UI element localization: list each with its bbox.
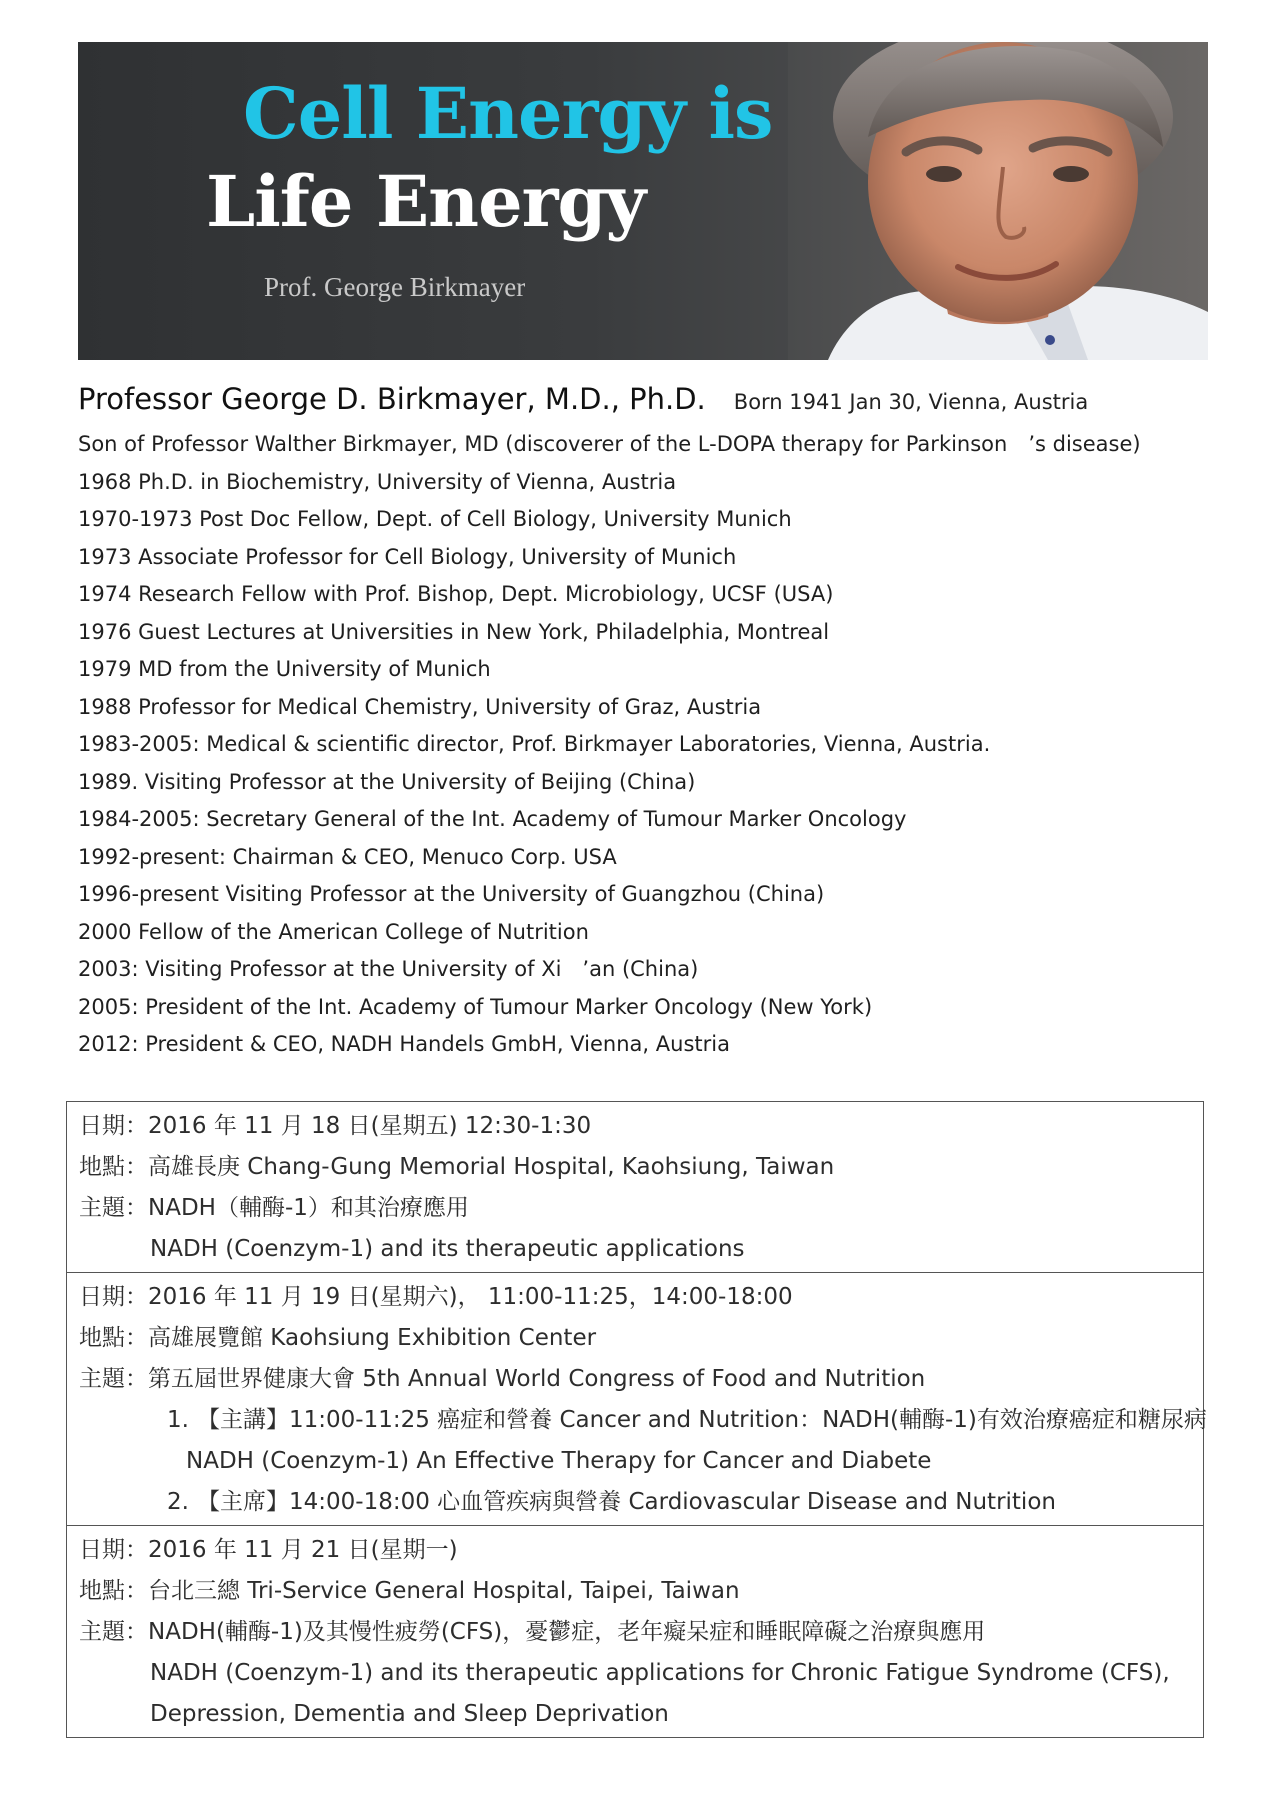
schedule-place: 地點：台北三總 Tri-Service General Hospital, Taipei, Taiwan — [79, 1578, 740, 1604]
career-item: 1992-present: Chairman & CEO, Menuco Corp. USA — [78, 844, 617, 869]
career-item: 2005: President of the Int. Academy of Tumour Marker Oncology (New York) — [78, 994, 873, 1019]
schedule-block-nov19 — [67, 1273, 1207, 1526]
schedule-topic: 主題：NADH（輔酶-1）和其治療應用 — [79, 1195, 469, 1221]
career-item: 1989. Visiting Professor at the University of Beijing (China) — [78, 769, 696, 794]
schedule-place: 地點：高雄展覽館 Kaohsiung Exhibition Center — [79, 1325, 597, 1351]
header-banner — [78, 42, 1208, 360]
career-list — [78, 426, 1218, 1064]
career-item: 1984-2005: Secretary General of the Int. Academy of Tumour Marker Oncology — [78, 807, 907, 831]
schedule-block-nov18 — [67, 1102, 1203, 1273]
banner-title-line2: Life Energy — [206, 160, 646, 243]
session-title-en: NADH (Coenzym-1) An Effective Therapy for Cancer and Diabete — [186, 1448, 932, 1474]
schedule-topic: 主題：第五屆世界健康大會 5th Annual World Congress of Food and Nutrition — [79, 1366, 926, 1392]
career-item: 1996-present Visiting Professor at the University of Guangzhou (China) — [78, 882, 825, 906]
professor-name: Professor George D. Birkmayer, M.D., Ph.D. — [78, 382, 706, 416]
career-item: 1968 Ph.D. in Biochemistry, University of Vienna, Austria — [78, 469, 677, 494]
session-item — [79, 1482, 1203, 1523]
career-item: 1974 Research Fellow with Prof. Bishop, Dept. Microbiology, UCSF (USA) — [78, 582, 834, 606]
schedule-place: 地點：高雄長庚 Chang-Gung Memorial Hospital, Kaohsiung, Taiwan — [79, 1154, 835, 1180]
banner-subtitle: Prof. George Birkmayer — [264, 272, 526, 302]
schedule-block-nov21 — [67, 1526, 1203, 1737]
schedule-date: 日期：2016 年 11 月 18 日(星期五) 12:30-1:30 — [79, 1113, 592, 1139]
portrait-photo — [788, 42, 1208, 360]
session-title: 【主席】14:00-18:00 心血管疾病與營養 Cardiovascular Disease and Nutrition — [197, 1489, 1056, 1515]
career-item: 2012: President & CEO, NADH Handels GmbH, Vienna, Austria — [78, 1032, 730, 1056]
birth-info: Born 1941 Jan 30, Vienna, Austria — [733, 390, 1089, 414]
career-item: 1983-2005: Medical & scientific director, Prof. Birkmayer Laboratories, Vienna, Austria. — [78, 732, 991, 756]
schedule-date: 日期：2016 年 11 月 19 日(星期六)， 11:00-11:25，14:00-18:00 — [79, 1284, 793, 1310]
schedule-topic-en: NADH (Coenzym-1) and its therapeutic applications — [150, 1236, 745, 1262]
career-item: 1970-1973 Post Doc Fellow, Dept. of Cell Biology, University Munich — [78, 507, 792, 531]
session-title: 【主講】11:00-11:25 癌症和營養 Cancer and Nutrition：NADH(輔酶-1)有效治療癌症和糖尿病 — [197, 1407, 1207, 1433]
career-item: 1979 MD from the University of Munich — [78, 657, 491, 681]
schedule-date: 日期：2016 年 11 月 21 日(星期一) — [79, 1537, 458, 1563]
career-item: 2003: Visiting Professor at the University of Xi ’an (China) — [78, 957, 699, 981]
session-number: 2. — [167, 1489, 189, 1515]
schedule-topic-en: Depression, Dementia and Sleep Deprivation — [150, 1701, 669, 1727]
banner-title-line1: Cell Energy is — [243, 72, 773, 155]
lecture-schedule — [66, 1101, 1207, 1738]
session-item — [79, 1400, 1207, 1441]
schedule-topic-en: NADH (Coenzym-1) and its therapeutic applications for Chronic Fatigue Syndrome (CFS), — [150, 1660, 1170, 1686]
career-item: 1988 Professor for Medical Chemistry, University of Graz, Austria — [78, 694, 762, 719]
career-item: Son of Professor Walther Birkmayer, MD (discoverer of the L-DOPA therapy for Parkinson ’s disease) — [78, 432, 1141, 456]
schedule-topic: 主題：NADH(輔酶-1)及其慢性疲勞(CFS)，憂鬱症，老年癡呆症和睡眠障礙之治療與應用 — [79, 1619, 986, 1645]
career-item: 2000 Fellow of the American College of Nutrition — [78, 919, 589, 944]
session-number: 1. — [167, 1407, 189, 1433]
career-item: 1976 Guest Lectures at Universities in New York, Philadelphia, Montreal — [78, 619, 830, 644]
biography — [78, 382, 1218, 1064]
career-item: 1973 Associate Professor for Cell Biology, University of Munich — [78, 544, 737, 569]
bio-heading — [78, 382, 1218, 426]
